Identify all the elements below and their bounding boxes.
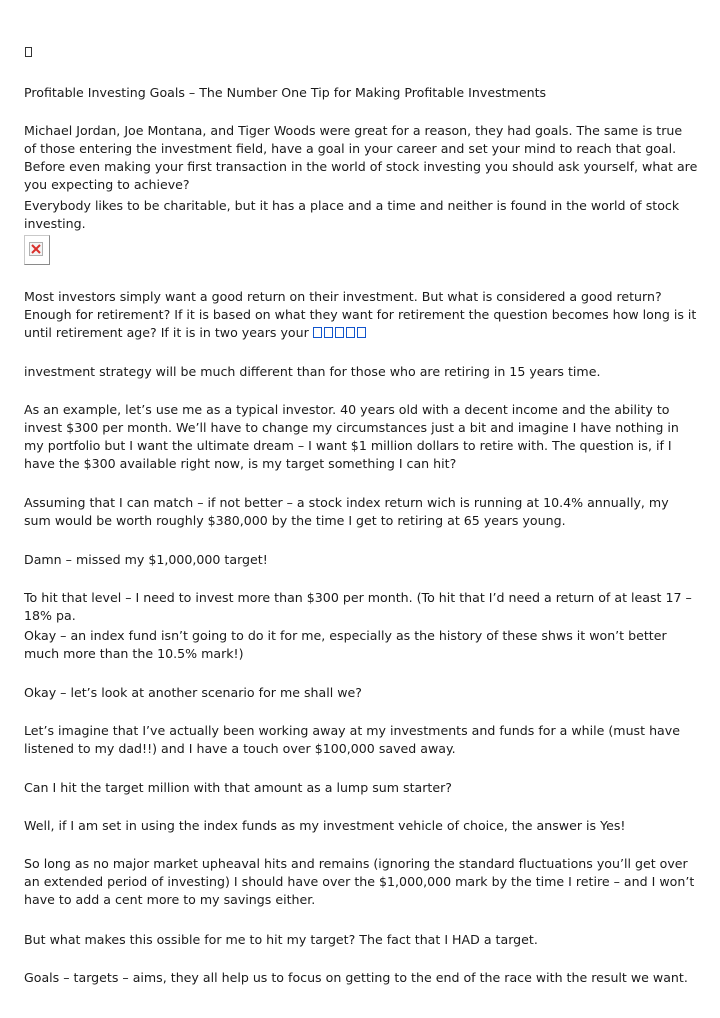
- paragraph: Let’s imagine that I’ve actually been working away at my investments and funds for a while (must have listened to my dad!!) and I have a touch over $100,000 saved away.: [24, 723, 680, 756]
- paragraph: So long as no major market upheaval hits and remains (ignoring the standard fluctuations you’ll get over an extended period of investing) I should have over the $1,000,000 mark by the time I retire – and I won’t have to add a cent more to my savings either.: [24, 856, 695, 907]
- paragraph: Can I hit the target million with that amount as a lump sum starter?: [24, 780, 452, 795]
- paragraph: Well, if I am set in using the index funds as my investment vehicle of choice, the answer is Yes!: [24, 818, 626, 833]
- paragraph: Assuming that I can match – if not better – a stock index return wich is running at 10.4% annually, my sum would be worth roughly $380,000 by the time I get to retiring at 65 years young.: [24, 495, 669, 528]
- broken-image-icon: [24, 235, 50, 265]
- document-title: Profitable Investing Goals – The Number One Tip for Making Profitable Investments: [24, 85, 547, 100]
- paragraph: Michael Jordan, Joe Montana, and Tiger Woods were great for a reason, they had goals. The same is true of those entering the investment field, have a goal in your career and set your mind to reach that goal. Before even making your first transaction in the world of stock investing you should ask yourself, what are you expecting to achieve?: [24, 123, 698, 192]
- paragraph: investment strategy will be much different than for those who are retiring in 15 years time.: [24, 364, 601, 379]
- inline-link[interactable]: [313, 325, 368, 340]
- paragraph: As an example, let’s use me as a typical investor. 40 years old with a decent income and the ability to invest $300 per month. We’ll have to change my circumstances just a bit and imagine I have nothing in my portfolio but I want the ultimate dream – I want $1 million dollars to retire with. The question is, if I have the $300 available right now, is my target something I can hit?: [24, 402, 679, 471]
- paragraph: To hit that level – I need to invest more than $300 per month. (To hit that I’d need a return of at least 17 – 18% pa.: [24, 590, 692, 623]
- paragraph: Everybody likes to be charitable, but it has a place and a time and neither is found in the world of stock investing.: [24, 198, 680, 231]
- paragraph: But what makes this ossible for me to hit my target? The fact that I HAD a target.: [24, 932, 538, 947]
- paragraph: Okay – an index fund isn’t going to do it for me, especially as the history of these shws it won’t better much more than the 10.5% mark!): [24, 628, 667, 661]
- paragraph: Damn – missed my $1,000,000 target!: [24, 552, 268, 567]
- missing-glyph-icon: [25, 47, 32, 57]
- paragraph: Okay – let’s look at another scenario for me shall we?: [24, 685, 362, 700]
- paragraph: Goals – targets – aims, they all help us to focus on getting to the end of the race with the result we want.: [24, 970, 688, 985]
- paragraph-with-link: [24, 288, 698, 342]
- paragraph-text: Most investors simply want a good return on their investment. But what is considered a good return? Enough for retirement? If it is based on what they want for retirement the question becomes how long is it until retirement age? If it is in two years your: [24, 289, 697, 340]
